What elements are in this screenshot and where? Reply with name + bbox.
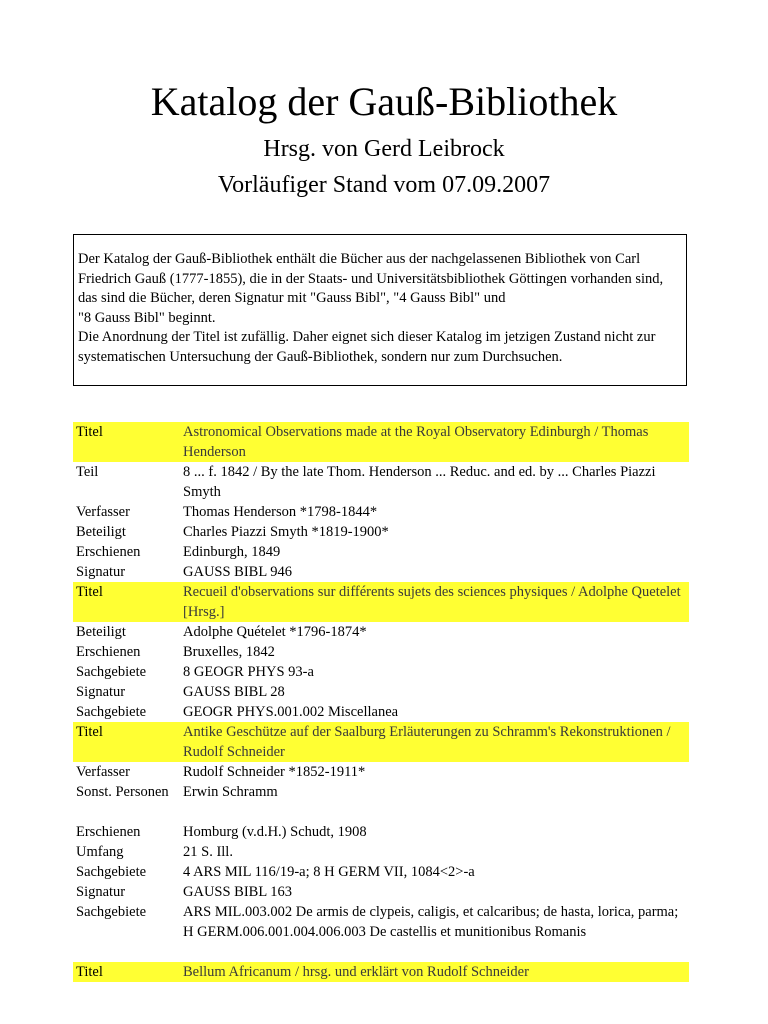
field-value: Thomas Henderson *1798-1844* bbox=[183, 504, 378, 520]
field-label: Signatur bbox=[76, 564, 126, 580]
field-label: Signatur bbox=[76, 684, 126, 700]
field-label: Verfasser bbox=[76, 764, 130, 780]
field-label: Sachgebiete bbox=[76, 864, 147, 880]
field-label: Erschienen bbox=[76, 644, 141, 660]
field-value: 21 S. Ill. bbox=[183, 844, 233, 860]
field-value: GAUSS BIBL 28 bbox=[183, 684, 285, 700]
field-value: Charles Piazzi Smyth *1819-1900* bbox=[183, 524, 389, 540]
catalog-row bbox=[73, 542, 689, 562]
field-value: Bruxelles, 1842 bbox=[183, 644, 275, 660]
field-value: Bellum Africanum / hrsg. und erklärt von Rudolf Schneider bbox=[183, 964, 529, 980]
field-label: Sonst. Personen bbox=[76, 784, 169, 800]
field-label: Sachgebiete bbox=[76, 664, 147, 680]
field-label: Titel bbox=[76, 964, 103, 980]
field-label: Verfasser bbox=[76, 504, 130, 520]
field-label: Erschienen bbox=[76, 544, 141, 560]
catalog-row bbox=[73, 842, 689, 862]
catalog-row bbox=[73, 562, 689, 582]
field-value: GAUSS BIBL 946 bbox=[183, 564, 293, 580]
catalog-title-row bbox=[73, 422, 689, 462]
page-title: Katalog der Gauß-Bibliothek bbox=[150, 79, 618, 124]
catalog-row bbox=[73, 762, 689, 782]
field-value: GEOGR PHYS.001.002 Miscellanea bbox=[183, 704, 399, 720]
intro-box bbox=[73, 234, 687, 386]
intro-paragraph: Der Katalog der Gauß-Bibliothek enthält die Bücher aus der nachgelassenen Bibliothek von Carl Friedrich Gauß (1777-1855), die in der Staats- und Universitätsbibliothek Göttingen vorhanden sind, das sind die Bücher, deren Signatur mit "Gauss Bibl", "4 Gauss Bibl" und bbox=[78, 251, 664, 306]
catalog-row bbox=[73, 682, 689, 702]
field-value: GAUSS BIBL 163 bbox=[183, 884, 293, 900]
catalog-row bbox=[73, 662, 689, 682]
catalog-row bbox=[73, 882, 689, 902]
field-value: Adolphe Quételet *1796-1874* bbox=[183, 624, 367, 640]
catalog-list bbox=[73, 422, 689, 985]
intro-paragraph: Die Anordnung der Titel ist zufällig. Daher eignet sich dieser Katalog im jetzigen Zustand nicht zur systematischen Untersuchung der Gauß-Bibliothek, sondern nur zum Durchsuchen. bbox=[78, 329, 656, 365]
status-date-line: Vorläufiger Stand vom 07.09.2007 bbox=[217, 172, 551, 198]
field-label: Titel bbox=[76, 424, 103, 440]
catalog-spacer bbox=[73, 802, 689, 822]
catalog-title-row bbox=[73, 582, 689, 622]
field-label: Titel bbox=[76, 724, 103, 740]
field-value: 4 ARS MIL 116/19-a; 8 H GERM VII, 1084<2>-a bbox=[183, 864, 475, 880]
field-value: Homburg (v.d.H.) Schudt, 1908 bbox=[183, 824, 367, 840]
field-label: Erschienen bbox=[76, 824, 141, 840]
field-value: Recueil d'observations sur différents sujets des sciences physiques / Adolphe Quetelet [Hrsg.] bbox=[183, 584, 681, 620]
field-value: ARS MIL.003.002 De armis de clypeis, caligis, et calcaribus; de hasta, lorica, parma; H GERM.006.001.004.006.003 De castellis et munitionibus Romanis bbox=[183, 904, 679, 940]
field-label: Beteiligt bbox=[76, 624, 126, 640]
field-value: Edinburgh, 1849 bbox=[183, 544, 281, 560]
catalog-spacer bbox=[73, 942, 689, 962]
catalog-row bbox=[73, 782, 689, 802]
editor-line: Hrsg. von Gerd Leibrock bbox=[263, 136, 505, 162]
catalog-row bbox=[73, 522, 689, 542]
field-value: 8 GEOGR PHYS 93-a bbox=[183, 664, 314, 680]
catalog-row bbox=[73, 862, 689, 882]
field-label: Sachgebiete bbox=[76, 704, 147, 720]
catalog-row bbox=[73, 462, 689, 502]
catalog-row bbox=[73, 822, 689, 842]
field-value: Antike Geschütze auf der Saalburg Erläuterungen zu Schramm's Rekonstruktionen / Rudolf Schneider bbox=[183, 724, 671, 760]
field-value: 8 ... f. 1842 / By the late Thom. Henderson ... Reduc. and ed. by ... Charles Piazzi Smyth bbox=[183, 464, 656, 500]
field-label: Beteiligt bbox=[76, 524, 126, 540]
catalog-row bbox=[73, 902, 689, 942]
field-label: Signatur bbox=[76, 884, 126, 900]
catalog-row bbox=[73, 502, 689, 522]
field-value: Astronomical Observations made at the Royal Observatory Edinburgh / Thomas Henderson bbox=[183, 424, 649, 460]
catalog-title-row bbox=[73, 722, 689, 762]
catalog-title-row bbox=[73, 962, 689, 982]
field-value: Rudolf Schneider *1852-1911* bbox=[183, 764, 366, 780]
catalog-row bbox=[73, 702, 689, 722]
field-label: Titel bbox=[76, 584, 103, 600]
catalog-row bbox=[73, 622, 689, 642]
field-label: Sachgebiete bbox=[76, 904, 147, 920]
field-label: Umfang bbox=[76, 844, 124, 860]
catalog-row bbox=[73, 642, 689, 662]
field-label: Teil bbox=[76, 464, 99, 480]
intro-paragraph: "8 Gauss Bibl" beginnt. bbox=[78, 309, 216, 326]
field-value: Erwin Schramm bbox=[183, 784, 278, 800]
